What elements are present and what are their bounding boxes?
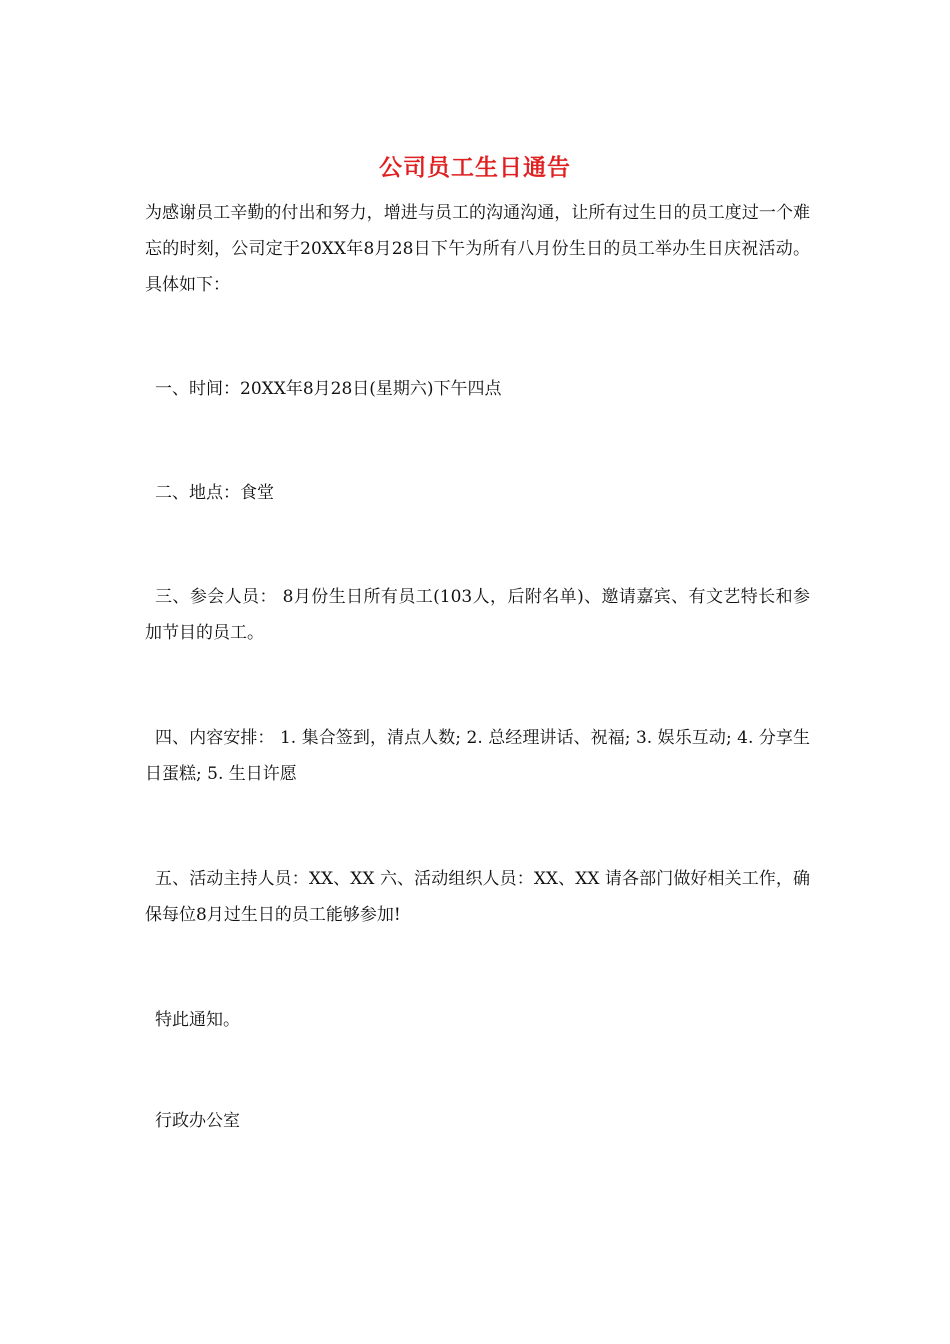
hosts-section: 五、活动主持人员：XX、XX 六、活动组织人员：XX、XX 请各部门做好相关工作，确保每位8月过生日的员工能够参加! <box>145 869 810 925</box>
place-section: 二、地点：食堂 <box>155 483 274 503</box>
agenda-section: 四、内容安排： 1. 集合签到，清点人数; 2. 总经理讲话、祝福; 3. 娱乐互动; 4. 分享生日蛋糕; 5. 生日许愿 <box>145 728 810 784</box>
intro-paragraph: 为感谢员工辛勤的付出和努力，增进与员工的沟通沟通，让所有过生日的员工度过一个难忘的时刻，公司定于20XX年8月28日下午为所有八月份生日的员工举办生日庆祝活动。具体如下： <box>145 203 810 295</box>
signature-office: 行政办公室 <box>155 1111 240 1131</box>
time-section: 一、时间：20XX年8月28日(星期六)下午四点 <box>155 379 502 399</box>
notice-line: 特此通知。 <box>155 1010 240 1030</box>
attendees-section: 三、参会人员： 8月份生日所有员工(103人，后附名单)、邀请嘉宾、有文艺特长和参加节目的员工。 <box>145 587 810 643</box>
document-title: 公司员工生日通告 <box>379 154 571 181</box>
